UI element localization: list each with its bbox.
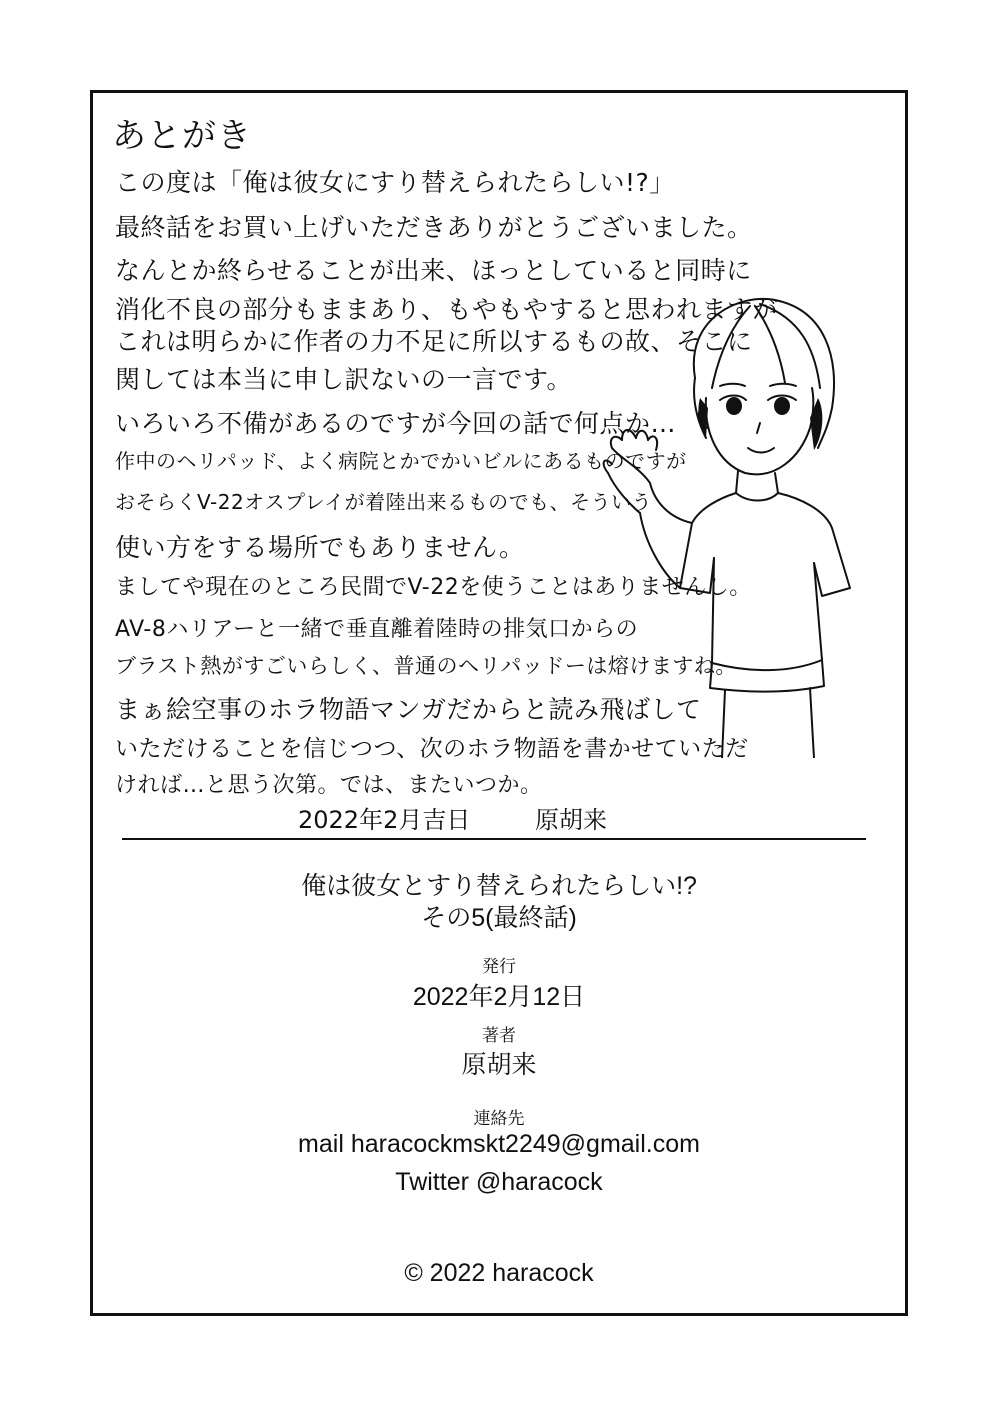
afterword-line: まぁ絵空事のホラ物語マンガだからと読み飛ばして [115, 695, 702, 724]
afterword-signature: 原胡来 [535, 806, 607, 834]
afterword-date: 2022年2月吉日 [298, 806, 471, 834]
divider-line [122, 838, 866, 840]
afterword-line: AV-8ハリアーと一緒で垂直離着陸時の排気口からの [115, 617, 639, 642]
afterword-line: これは明らかに作者の力不足に所以するもの故、そこに [115, 327, 753, 356]
afterword-line: 最終話をお買い上げいただきありがとうございました。 [115, 213, 753, 242]
issue-label: 発行 [482, 957, 516, 976]
afterword-line: いろいろ不備があるのですが今回の話で何点か… [115, 409, 677, 438]
afterword-line: なんとか終らせることが出来、ほっとしていると同時に [115, 256, 752, 285]
contact-twitter: Twitter @haracock [395, 1168, 603, 1196]
contact-mail: mail haracockmskt2249@gmail.com [298, 1130, 700, 1158]
afterword-line: 作中のヘリパッド、よく病院とかでかいビルにあるものですが [115, 449, 687, 473]
author-label: 著者 [482, 1026, 516, 1045]
afterword-line: おそらくV-22オスプレイが着陸出来るものでも、そういう [115, 490, 653, 514]
book-subtitle: その5(最終話) [421, 904, 577, 932]
afterword-line: ければ…と思う次第。では、またいつか。 [115, 773, 543, 798]
afterword-line: 消化不良の部分もままあり、もやもやすると思われますが [115, 295, 779, 324]
afterword-line: ましてや現在のところ民間でV-22を使うことはありませんし。 [115, 575, 752, 600]
book-title: 俺は彼女とすり替えられたらしい!? [301, 872, 697, 900]
issue-date: 2022年2月12日 [412, 983, 586, 1011]
afterword-line: 関しては本当に申し訳ないの一言です。 [115, 365, 573, 394]
afterword-line: 使い方をする場所でもありません。 [115, 533, 525, 562]
afterword-line: この度は「俺は彼女にすり替えられたらしい!?」 [115, 168, 675, 197]
copyright: © 2022 haracock [404, 1259, 594, 1287]
author-name: 原胡来 [461, 1051, 537, 1079]
waving-girl-illustration [600, 288, 880, 758]
afterword-line: いただけることを信じつつ、次のホラ物語を書かせていただ [115, 736, 749, 762]
afterword-line: ブラスト熱がすごいらしく、普通のヘリパッドーは熔けますね。 [115, 654, 737, 678]
contact-label: 連絡先 [473, 1109, 525, 1128]
afterword-heading: あとがき [112, 116, 252, 156]
